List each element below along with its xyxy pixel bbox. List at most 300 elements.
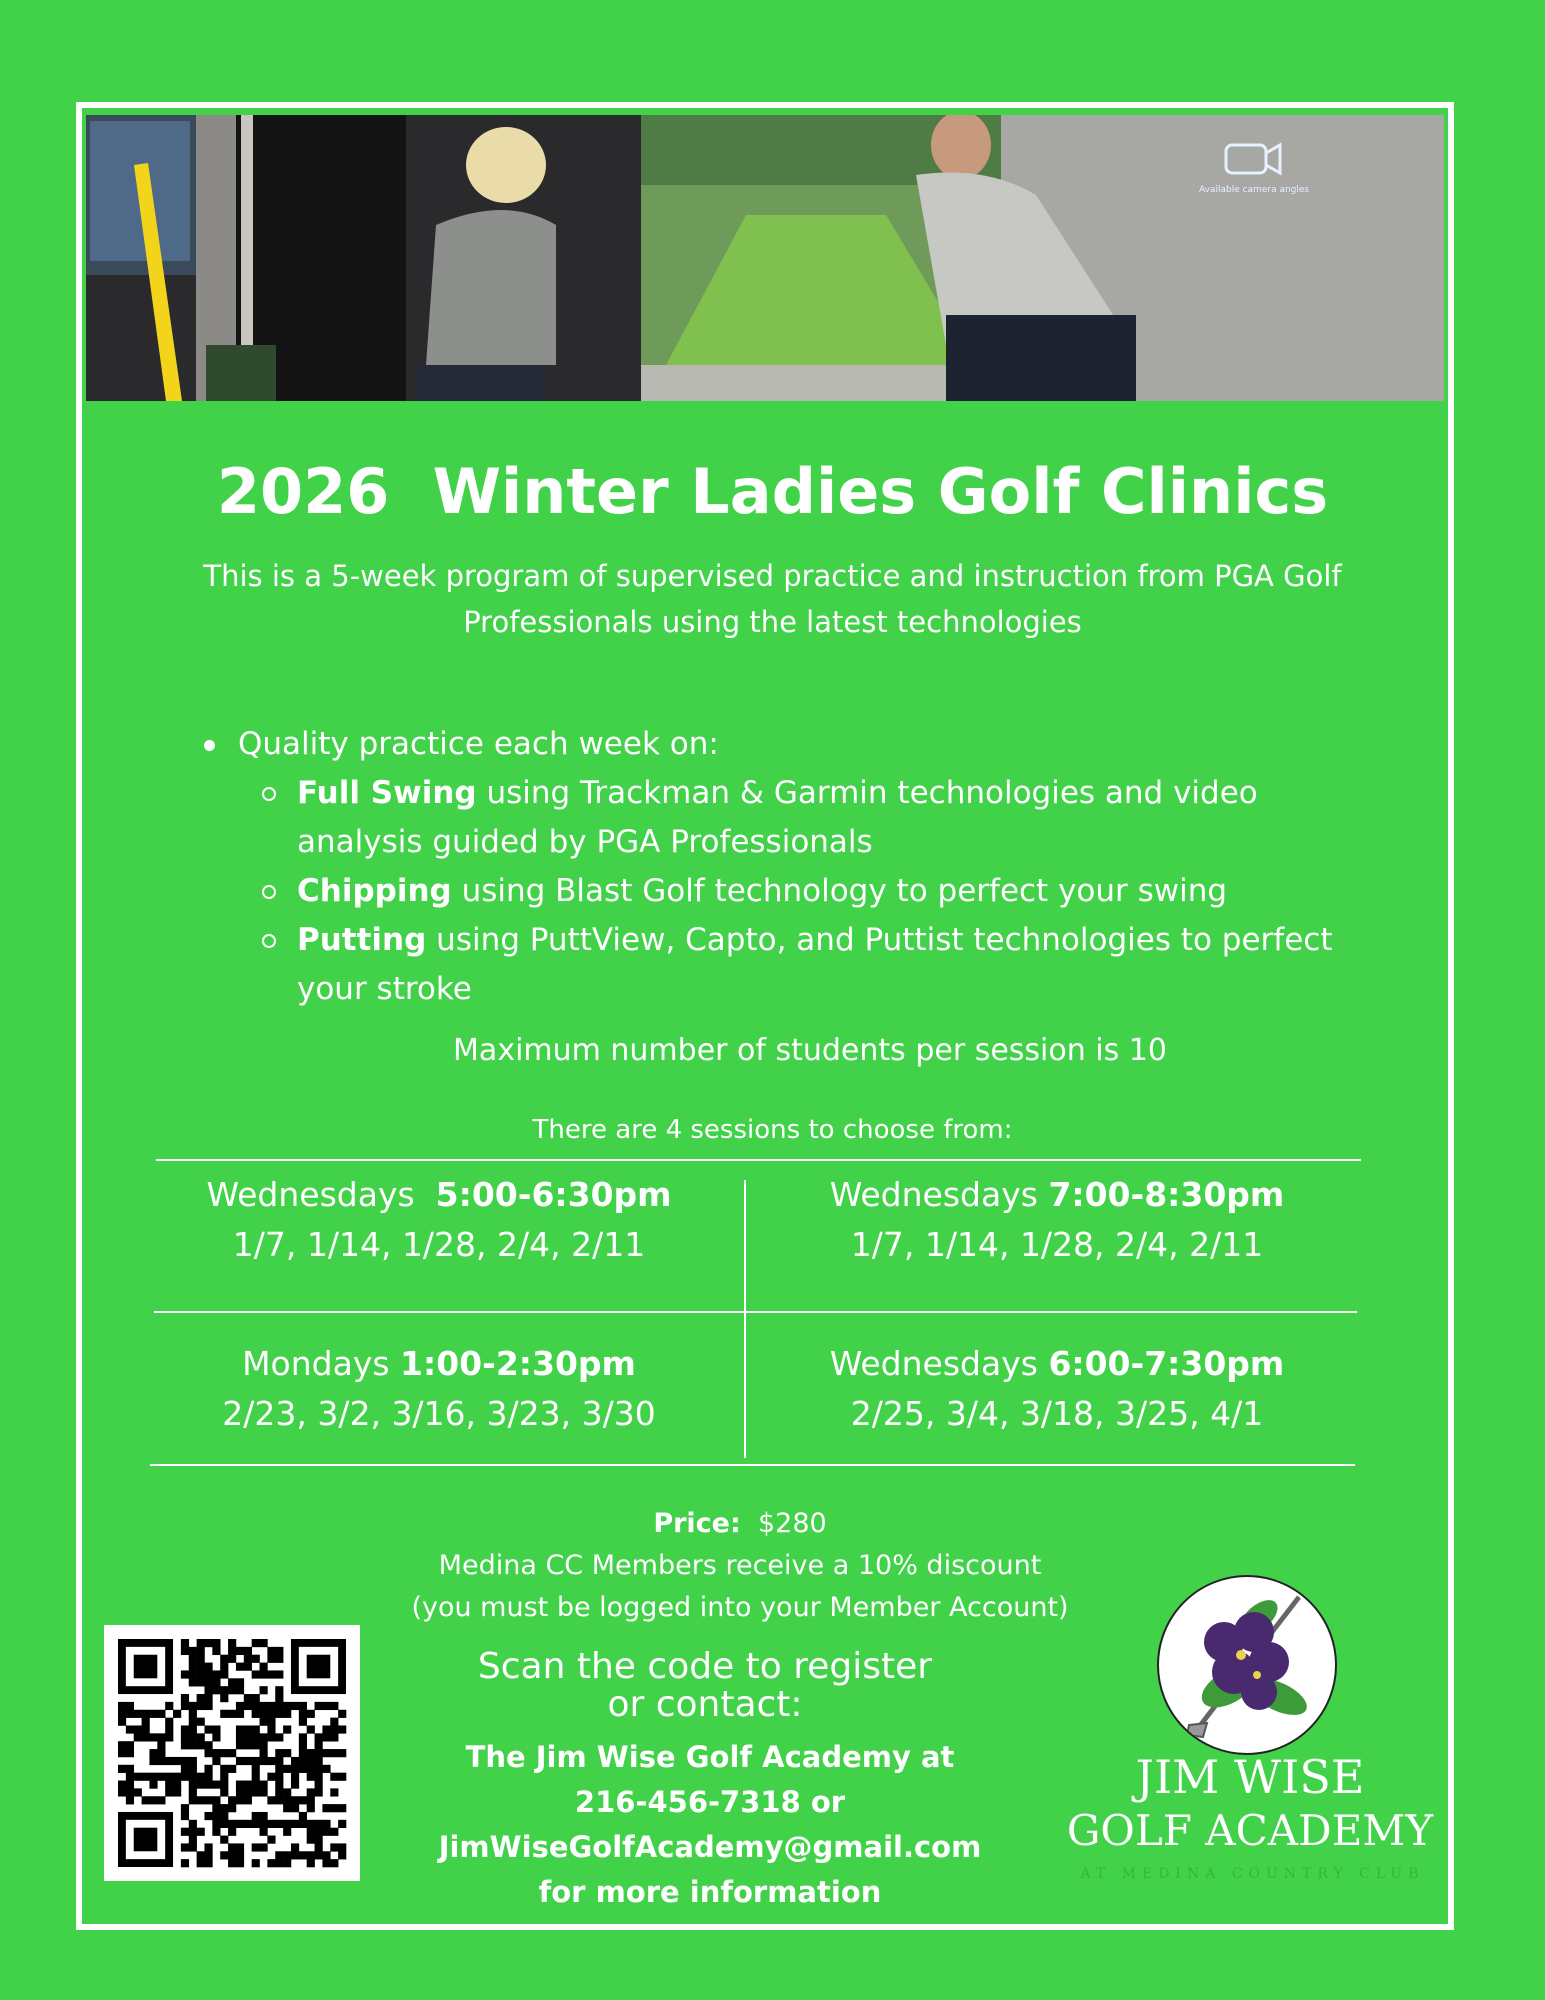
qr-module	[307, 1757, 315, 1765]
qr-module	[315, 1741, 323, 1749]
qr-module	[338, 1749, 346, 1757]
session-dates: 2/25, 3/4, 3/18, 3/25, 4/1	[850, 1394, 1264, 1433]
qr-module	[275, 1686, 283, 1694]
qr-module	[252, 1655, 260, 1663]
qr-module	[244, 1702, 252, 1710]
qr-module	[212, 1781, 220, 1789]
list-item-text: using PuttView, Capto, and Puttist technologies to perfect your stroke	[297, 922, 1333, 1007]
qr-module	[322, 1702, 330, 1710]
qr-module	[307, 1804, 315, 1812]
qr-module	[189, 1820, 197, 1828]
session-time: 7:00-8:30pm	[1048, 1175, 1285, 1214]
qr-module	[149, 1757, 157, 1765]
qr-module	[307, 1796, 315, 1804]
qr-module	[267, 1718, 275, 1726]
qr-module	[260, 1639, 268, 1647]
qr-module	[228, 1678, 236, 1686]
price-block	[340, 1503, 1140, 1629]
qr-module	[322, 1820, 330, 1828]
qr-module	[228, 1820, 236, 1828]
qr-module	[181, 1812, 189, 1820]
practice-list	[200, 720, 1350, 1014]
qr-module	[189, 1663, 197, 1671]
list-item-full-swing	[200, 769, 1350, 867]
qr-module	[267, 1836, 275, 1844]
qr-module	[118, 1710, 126, 1718]
qr-module	[315, 1781, 323, 1789]
qr-module	[252, 1843, 260, 1851]
qr-module	[236, 1647, 244, 1655]
qr-module	[244, 1725, 252, 1733]
grid-line-middle	[154, 1311, 1357, 1313]
qr-module	[267, 1647, 275, 1655]
qr-module	[275, 1781, 283, 1789]
qr-module	[149, 1733, 157, 1741]
qr-module	[118, 1749, 126, 1757]
qr-module	[283, 1765, 291, 1773]
qr-module	[244, 1757, 252, 1765]
qr-module	[134, 1725, 142, 1733]
qr-module	[244, 1655, 252, 1663]
qr-module	[149, 1773, 157, 1781]
qr-module	[236, 1702, 244, 1710]
qr-module	[212, 1796, 220, 1804]
qr-module	[181, 1639, 189, 1647]
qr-module	[236, 1741, 244, 1749]
qr-module	[181, 1773, 189, 1781]
qr-module	[236, 1820, 244, 1828]
qr-module	[260, 1702, 268, 1710]
qr-module	[283, 1725, 291, 1733]
qr-module	[220, 1781, 228, 1789]
qr-module	[315, 1733, 323, 1741]
qr-module	[283, 1788, 291, 1796]
qr-module	[157, 1773, 165, 1781]
qr-module	[189, 1828, 197, 1836]
qr-module	[307, 1773, 315, 1781]
logo-name-line-1: JIM WISE	[1135, 1750, 1365, 1804]
qr-module	[299, 1796, 307, 1804]
qr-module	[204, 1859, 212, 1867]
qr-module	[189, 1725, 197, 1733]
qr-module	[275, 1757, 283, 1765]
qr-module	[118, 1741, 126, 1749]
qr-module	[322, 1725, 330, 1733]
qr-module	[126, 1765, 134, 1773]
qr-module	[181, 1757, 189, 1765]
session-cell-2	[762, 1170, 1352, 1270]
qr-module	[275, 1859, 283, 1867]
qr-module	[189, 1741, 197, 1749]
qr-module	[291, 1820, 299, 1828]
qr-module	[149, 1781, 157, 1789]
qr-module	[165, 1757, 173, 1765]
qr-module	[212, 1670, 220, 1678]
qr-module	[189, 1655, 197, 1663]
session-day: Wednesdays	[829, 1344, 1049, 1383]
qr-module	[275, 1694, 283, 1702]
qr-module	[197, 1694, 205, 1702]
photo-overlay-text: Available camera angles	[1199, 185, 1310, 195]
qr-module	[338, 1851, 346, 1859]
qr-module	[212, 1820, 220, 1828]
qr-module	[220, 1765, 228, 1773]
qr-module	[173, 1710, 181, 1718]
qr-module	[307, 1749, 315, 1757]
qr-module	[275, 1851, 283, 1859]
qr-module	[228, 1749, 236, 1757]
qr-module	[252, 1670, 260, 1678]
qr-module	[220, 1749, 228, 1757]
qr-module	[134, 1733, 142, 1741]
qr-module	[126, 1749, 134, 1757]
qr-module	[220, 1836, 228, 1844]
qr-module	[338, 1773, 346, 1781]
scan-text	[440, 1648, 970, 1724]
qr-module	[267, 1773, 275, 1781]
session-cell-4	[762, 1339, 1352, 1439]
qr-module	[236, 1757, 244, 1765]
qr-module	[252, 1788, 260, 1796]
qr-module	[299, 1812, 307, 1820]
qr-module	[228, 1639, 236, 1647]
qr-module	[157, 1710, 165, 1718]
qr-module	[228, 1796, 236, 1804]
qr-module	[204, 1686, 212, 1694]
qr-module	[260, 1663, 268, 1671]
qr-module	[299, 1851, 307, 1859]
qr-module	[267, 1859, 275, 1867]
qr-module	[244, 1788, 252, 1796]
qr-module	[189, 1647, 197, 1655]
qr-module	[126, 1796, 134, 1804]
qr-module	[204, 1851, 212, 1859]
qr-module	[315, 1828, 323, 1836]
violet-flower-icon	[1195, 1594, 1312, 1723]
qr-module	[283, 1851, 291, 1859]
qr-module	[204, 1749, 212, 1757]
qr-module	[275, 1788, 283, 1796]
qr-module	[157, 1796, 165, 1804]
qr-module	[291, 1804, 299, 1812]
qr-module	[275, 1647, 283, 1655]
qr-module	[157, 1757, 165, 1765]
qr-module	[244, 1647, 252, 1655]
qr-module	[299, 1702, 307, 1710]
qr-module	[322, 1859, 330, 1867]
qr-module	[197, 1851, 205, 1859]
qr-module	[197, 1702, 205, 1710]
qr-module	[315, 1820, 323, 1828]
qr-module	[228, 1859, 236, 1867]
qr-module	[165, 1733, 173, 1741]
qr-module	[173, 1788, 181, 1796]
qr-module	[330, 1718, 338, 1726]
qr-module	[307, 1859, 315, 1867]
qr-module	[165, 1718, 173, 1726]
qr-module	[142, 1796, 150, 1804]
qr-module	[260, 1741, 268, 1749]
qr-module	[173, 1773, 181, 1781]
qr-module	[291, 1773, 299, 1781]
qr-module	[275, 1710, 283, 1718]
qr-module	[157, 1741, 165, 1749]
qr-module	[118, 1781, 126, 1789]
qr-code-icon[interactable]	[104, 1625, 360, 1881]
qr-module	[315, 1843, 323, 1851]
qr-module	[220, 1788, 228, 1796]
contact-phone[interactable]: 216-456-7318 or	[574, 1785, 846, 1819]
qr-module	[299, 1733, 307, 1741]
qr-module	[228, 1843, 236, 1851]
qr-module	[236, 1663, 244, 1671]
qr-module	[189, 1733, 197, 1741]
qr-module	[157, 1733, 165, 1741]
price-label: Price:	[653, 1508, 741, 1539]
qr-module	[189, 1718, 197, 1726]
qr-code-pattern	[104, 1625, 360, 1881]
qr-module	[181, 1647, 189, 1655]
price-value: $280	[740, 1508, 827, 1539]
qr-module	[275, 1702, 283, 1710]
qr-module	[315, 1765, 323, 1773]
qr-module	[189, 1702, 197, 1710]
qr-module	[220, 1804, 228, 1812]
qr-module	[118, 1765, 126, 1773]
qr-module	[126, 1781, 134, 1789]
qr-module	[181, 1859, 189, 1867]
qr-module	[338, 1820, 346, 1828]
qr-module	[220, 1694, 228, 1702]
qr-module	[181, 1733, 189, 1741]
qr-module	[283, 1859, 291, 1867]
list-item-text: using Blast Golf technology to perfect your swing	[451, 873, 1228, 909]
qr-module	[260, 1781, 268, 1789]
qr-module	[197, 1718, 205, 1726]
qr-module	[118, 1718, 126, 1726]
qr-module	[330, 1773, 338, 1781]
qr-finder	[118, 1639, 173, 1694]
qr-module	[212, 1757, 220, 1765]
qr-module	[126, 1788, 134, 1796]
contact-more-info: for more information	[538, 1875, 882, 1909]
qr-module	[260, 1788, 268, 1796]
qr-module	[149, 1749, 157, 1757]
qr-module	[267, 1710, 275, 1718]
qr-module	[267, 1670, 275, 1678]
qr-module	[275, 1749, 283, 1757]
qr-module	[322, 1733, 330, 1741]
qr-module	[228, 1710, 236, 1718]
scan-line-1: Scan the code to register	[477, 1646, 933, 1687]
qr-module	[260, 1812, 268, 1820]
qr-module	[126, 1741, 134, 1749]
qr-module	[165, 1702, 173, 1710]
qr-module	[291, 1796, 299, 1804]
session-day: Wednesdays	[206, 1175, 436, 1214]
qr-module	[267, 1725, 275, 1733]
qr-module	[315, 1788, 323, 1796]
qr-module	[165, 1725, 173, 1733]
qr-module	[260, 1843, 268, 1851]
qr-module	[338, 1804, 346, 1812]
header-photo-illustration	[86, 115, 1444, 401]
qr-module	[322, 1804, 330, 1812]
list-item-bold: Chipping	[297, 873, 452, 909]
qr-module	[260, 1828, 268, 1836]
session-time: 6:00-7:30pm	[1048, 1344, 1285, 1383]
practice-list-heading: Quality practice each week on:	[200, 720, 1350, 769]
qr-module	[299, 1757, 307, 1765]
qr-module	[283, 1804, 291, 1812]
qr-module	[197, 1828, 205, 1836]
qr-module	[204, 1663, 212, 1671]
qr-module	[228, 1765, 236, 1773]
qr-module	[197, 1655, 205, 1663]
list-item-bold: Full Swing	[297, 775, 477, 811]
qr-module	[134, 1788, 142, 1796]
qr-module	[307, 1710, 315, 1718]
qr-module	[315, 1836, 323, 1844]
session-cell-3	[144, 1339, 734, 1439]
qr-module	[252, 1639, 260, 1647]
qr-module	[260, 1686, 268, 1694]
qr-module	[149, 1796, 157, 1804]
academy-logo	[1157, 1575, 1337, 1755]
contact-academy: The Jim Wise Golf Academy at	[465, 1740, 955, 1774]
qr-module	[252, 1765, 260, 1773]
qr-module	[197, 1859, 205, 1867]
qr-module	[322, 1765, 330, 1773]
logo-name-line-2: GOLF ACADEMY	[1066, 1806, 1434, 1855]
qr-module	[228, 1655, 236, 1663]
qr-module	[283, 1820, 291, 1828]
qr-module	[330, 1702, 338, 1710]
qr-module	[244, 1741, 252, 1749]
qr-module	[322, 1851, 330, 1859]
qr-module	[307, 1788, 315, 1796]
qr-module	[220, 1710, 228, 1718]
qr-module	[260, 1710, 268, 1718]
qr-module	[260, 1820, 268, 1828]
max-students-text: Maximum number of students per session is 10	[453, 1033, 1167, 1068]
qr-module	[236, 1859, 244, 1867]
qr-module	[315, 1773, 323, 1781]
qr-module	[165, 1773, 173, 1781]
qr-module	[275, 1796, 283, 1804]
contact-block	[400, 1735, 1020, 1915]
contact-email[interactable]: JimWiseGolfAcademy@gmail.com	[438, 1830, 982, 1864]
qr-module	[189, 1678, 197, 1686]
qr-module	[204, 1670, 212, 1678]
qr-module	[244, 1781, 252, 1789]
qr-module	[173, 1781, 181, 1789]
qr-module	[212, 1804, 220, 1812]
qr-module	[275, 1765, 283, 1773]
qr-module	[189, 1796, 197, 1804]
qr-module	[228, 1686, 236, 1694]
qr-module	[220, 1820, 228, 1828]
qr-module	[315, 1749, 323, 1757]
qr-module	[307, 1725, 315, 1733]
qr-module	[126, 1773, 134, 1781]
qr-module	[307, 1765, 315, 1773]
qr-module	[197, 1773, 205, 1781]
qr-module	[181, 1670, 189, 1678]
logo-subtitle: AT MEDINA COUNTRY CLUB	[1080, 1866, 1425, 1882]
qr-module	[275, 1773, 283, 1781]
qr-module	[330, 1859, 338, 1867]
qr-module	[275, 1820, 283, 1828]
qr-module	[236, 1733, 244, 1741]
qr-module	[126, 1710, 134, 1718]
qr-module	[204, 1639, 212, 1647]
qr-module	[267, 1757, 275, 1765]
qr-module	[322, 1749, 330, 1757]
qr-module	[142, 1710, 150, 1718]
qr-module	[307, 1836, 315, 1844]
qr-module	[275, 1655, 283, 1663]
session-dates: 1/7, 1/14, 1/28, 2/4, 2/11	[232, 1225, 646, 1264]
qr-module	[212, 1686, 220, 1694]
qr-module	[181, 1702, 189, 1710]
qr-module	[330, 1828, 338, 1836]
qr-module	[330, 1804, 338, 1812]
intro-text: This is a 5-week program of supervised practice and instruction from PGA Golf Professionals using the latest technologies	[203, 559, 1342, 639]
qr-module	[338, 1710, 346, 1718]
qr-module	[252, 1781, 260, 1789]
qr-module	[181, 1843, 189, 1851]
qr-finder	[118, 1812, 173, 1867]
qr-module	[283, 1828, 291, 1836]
list-item-bold: Putting	[297, 922, 427, 958]
qr-module	[291, 1757, 299, 1765]
qr-module	[142, 1773, 150, 1781]
qr-module	[212, 1828, 220, 1836]
qr-module	[283, 1702, 291, 1710]
grid-line-bottom	[150, 1464, 1355, 1466]
qr-module	[197, 1639, 205, 1647]
qr-module	[252, 1859, 260, 1867]
qr-module	[252, 1725, 260, 1733]
qr-module	[330, 1843, 338, 1851]
qr-module	[236, 1686, 244, 1694]
qr-module	[299, 1820, 307, 1828]
qr-module	[126, 1702, 134, 1710]
qr-module	[267, 1702, 275, 1710]
session-time: 5:00-6:30pm	[435, 1175, 672, 1214]
session-day: Wednesdays	[829, 1175, 1049, 1214]
qr-module	[307, 1828, 315, 1836]
session-day: Mondays	[242, 1344, 401, 1383]
qr-module	[252, 1773, 260, 1781]
list-item-putting	[200, 916, 1350, 1014]
qr-module	[204, 1812, 212, 1820]
qr-module	[118, 1788, 126, 1796]
qr-module	[212, 1725, 220, 1733]
qr-module	[204, 1773, 212, 1781]
qr-module	[330, 1733, 338, 1741]
qr-module	[134, 1773, 142, 1781]
qr-module	[330, 1749, 338, 1757]
qr-module	[236, 1851, 244, 1859]
qr-module	[299, 1718, 307, 1726]
qr-module	[212, 1733, 220, 1741]
qr-module	[204, 1781, 212, 1789]
qr-module	[228, 1647, 236, 1655]
qr-module	[244, 1733, 252, 1741]
qr-module	[212, 1812, 220, 1820]
